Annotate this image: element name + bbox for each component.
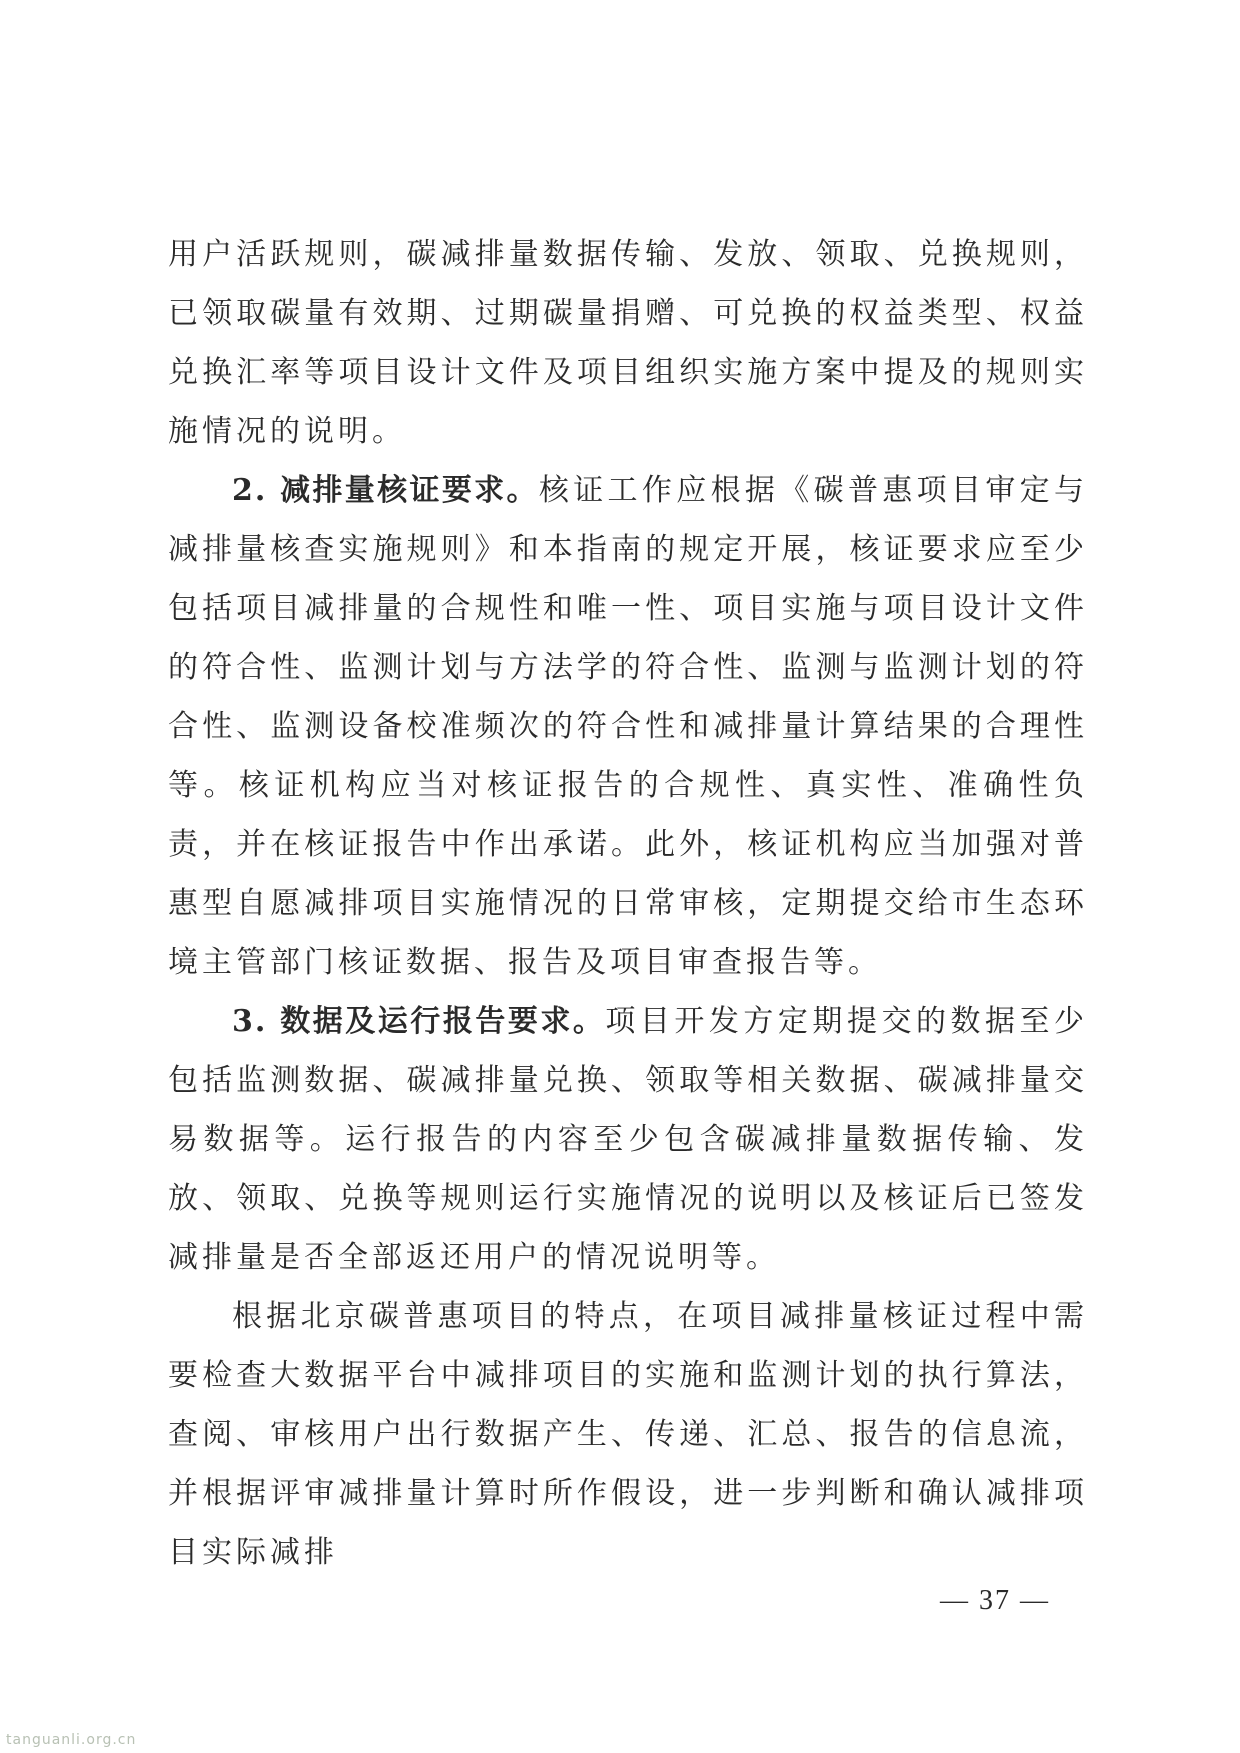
paragraph-beijing-project <box>168 1287 1088 1582</box>
paragraph-heading: 2. 减排量核证要求。 <box>232 473 539 508</box>
paragraph-continuation <box>168 225 1088 461</box>
paragraph-text: 根据北京碳普惠项目的特点，在项目减排量核证过程中需要检查大数据平台中减排项目的实施和监测计划的执行算法，查阅、审核用户出行数据产生、传递、汇总、报告的信息流，并根据评审减排量计算时所作假设，进一步判断和确认减排项目实际减排 <box>168 1299 1088 1570</box>
paragraph-heading: 3. 数据及运行报告要求。 <box>232 1004 606 1039</box>
paragraph-text: 核证工作应根据《碳普惠项目审定与减排量核查实施规则》和本指南的规定开展，核证要求应至少包括项目减排量的合规性和唯一性、项目实施与项目设计文件的符合性、监测计划与方法学的符合性、监测与监测计划的符合性、监测设备校准频次的符合性和减排量计算结果的合理性等。核证机构应当对核证报告的合规性、真实性、准确性负责，并在核证报告中作出承诺。此外，核证机构应当加强对普惠型自愿减排项目实施情况的日常审核，定期提交给市生态环境主管部门核证数据、报告及项目审查报告等。 <box>168 473 1089 980</box>
paragraph-text: 项目开发方定期提交的数据至少包括监测数据、碳减排量兑换、领取等相关数据、碳减排量交易数据等。运行报告的内容至少包含碳减排量数据传输、发放、领取、兑换等规则运行实施情况的说明以及核证后已签发减排量是否全部返还用户的情况说明等。 <box>168 1004 1089 1275</box>
paragraph-text: 用户活跃规则，碳减排量数据传输、发放、领取、兑换规则，已领取碳量有效期、过期碳量捐赠、可兑换的权益类型、权益兑换汇率等项目设计文件及项目组织实施方案中提及的规则实施情况的说明。 <box>168 237 1088 449</box>
watermark: tanguanli.org.cn <box>6 1732 137 1748</box>
paragraph-verification-requirements <box>168 461 1088 992</box>
page-number: — 37 — <box>940 1585 1050 1616</box>
paragraph-data-report-requirements <box>168 992 1088 1287</box>
body-text <box>168 225 1088 1582</box>
